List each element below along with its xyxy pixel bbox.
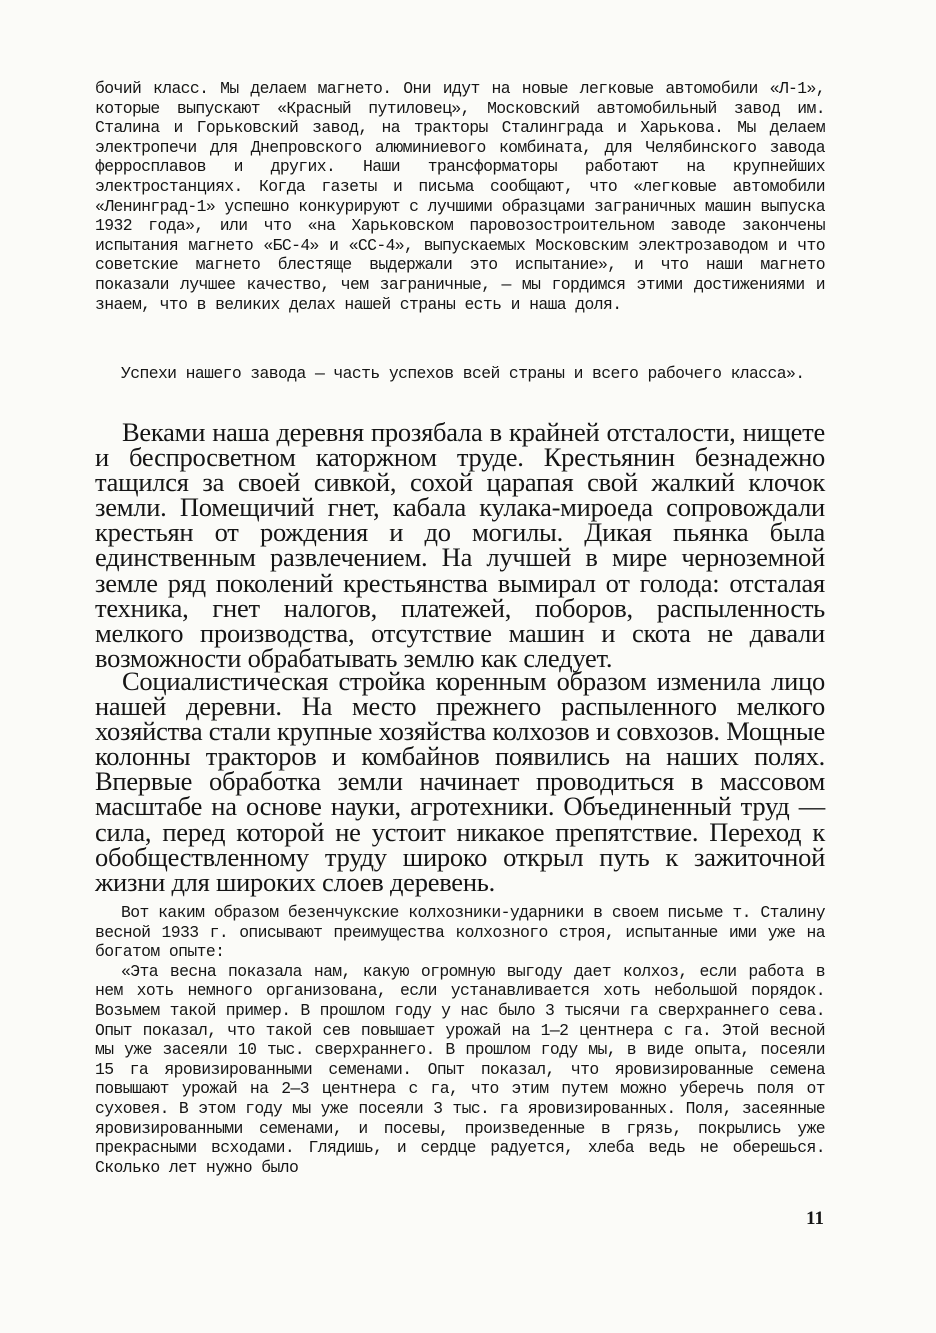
- page-number: 11: [806, 1208, 824, 1229]
- quote-top: [95, 79, 825, 314]
- letter-section: [95, 903, 825, 1177]
- paragraph-village-past-text: Веками наша деревня прозябала в крайней отсталости, нищете и беспросветном каторжном труде. Крестьянин безнадежно тащился за своей сивкой, сохой царапая свой жалкий клочок земли. Помещичий гнет, кабала кулака-мироеда сопровождали крестьян от рождения и до могилы. Дикая пьянка была единственным развлечением. На лучшей в мире черноземной земле ряд поколений крестьянства вымирал от голода: отсталая техника, гнет налогов, платежей, поборов, распыленность мелкого производства, отсутствие машин и скота не давали возможности обрабатывать землю как следует.: [95, 417, 825, 673]
- quote-top-text: бочий класс. Мы делаем магнето. Они идут на новые легковые автомобили «Л-1», которые выпускают «Красный путиловец», Московский автомобильный завод им. Сталина и Горьковский завод, на тракторы Сталинграда и Харькова. Мы делаем электропечи для Днепровского алюминиевого комбината, для Челябинского завода ферросплавов и других. Наши трансформаторы работают на крупнейших электростанциях. Когда газеты и письма сообщают, что «легковые автомобили «Ленинград-1» успешно конкурируют с лучшими образцами заграничных машин выпуска 1932 года», или что «на Харьковском паровозостроительном заводе закончены испытания магнето «БС-4» и «СС-4», выпускаемых Московским электрозаводом и что советские магнето блестяще выдержали это испытание», и что наши магнето показали лучшее качество, чем заграничные, — мы гордимся этими достижениями и знаем, что в великих делах нашей страны есть и наша доля.: [95, 79, 825, 314]
- paragraph-socialist-construction: [95, 666, 825, 897]
- paragraph-socialist-construction-text: Социалистическая стройка коренным образом изменила лицо нашей деревни. На место прежнего распыленного мелкого хозяйства стали крупные хозяйства колхозов и совхозов. Мощные колонны тракторов и комбайнов появились на наших полях. Впервые обработка земли начинает проводиться в массовом масштабе на основе науки, агротехники. Объединенный труд — сила, перед которой не устоит никакое препятствие. Переход к обобществленному труду широко открыл путь к зажиточной жизни для широких слоев деревень.: [95, 666, 825, 897]
- letter-quote: «Эта весна показала нам, какую огромную выгоду дает колхоз, если работа в нем хоть немного организована, если устанавливается хоть небольшой порядок. Возьмем такой пример. В прошлом году у нас было 3 тысячи га сверхраннего сева. Опыт показал, что такой сев повышает урожай на 1—2 центнера с га. Этой весной мы уже засеяли 10 тыс. сверхраннего. В прошлом году мы, в виде опыта, посеяли 15 га яровизированными семенами. Опыт показал, что яровизированные семена повышают урожай на 2—3 центнера с га, что этим путем можно уберечь поля от суховея. В этом году мы уже посеяли 3 тыс. га яровизированных. Поля, засеянные яровизированными семенами, и посевы, произведенные в грязь, покрылись уже прекрасными всходами. Глядишь, и сердце радуется, хлеба ведь не оберешься. Сколько лет нужно было: [95, 961, 825, 1177]
- quote-bottom-text: Успехи нашего завода — часть успехов всей страны и всего рабочего класса».: [121, 364, 805, 383]
- quote-bottom: [95, 364, 825, 384]
- letter-intro: Вот каким образом безенчукские колхозники-ударники в своем письме т. Сталину весной 1933 г. описывают преимущества колхозного строя, испытанные ими уже на богатом опыте:: [95, 903, 825, 962]
- paragraph-village-past: [95, 417, 825, 673]
